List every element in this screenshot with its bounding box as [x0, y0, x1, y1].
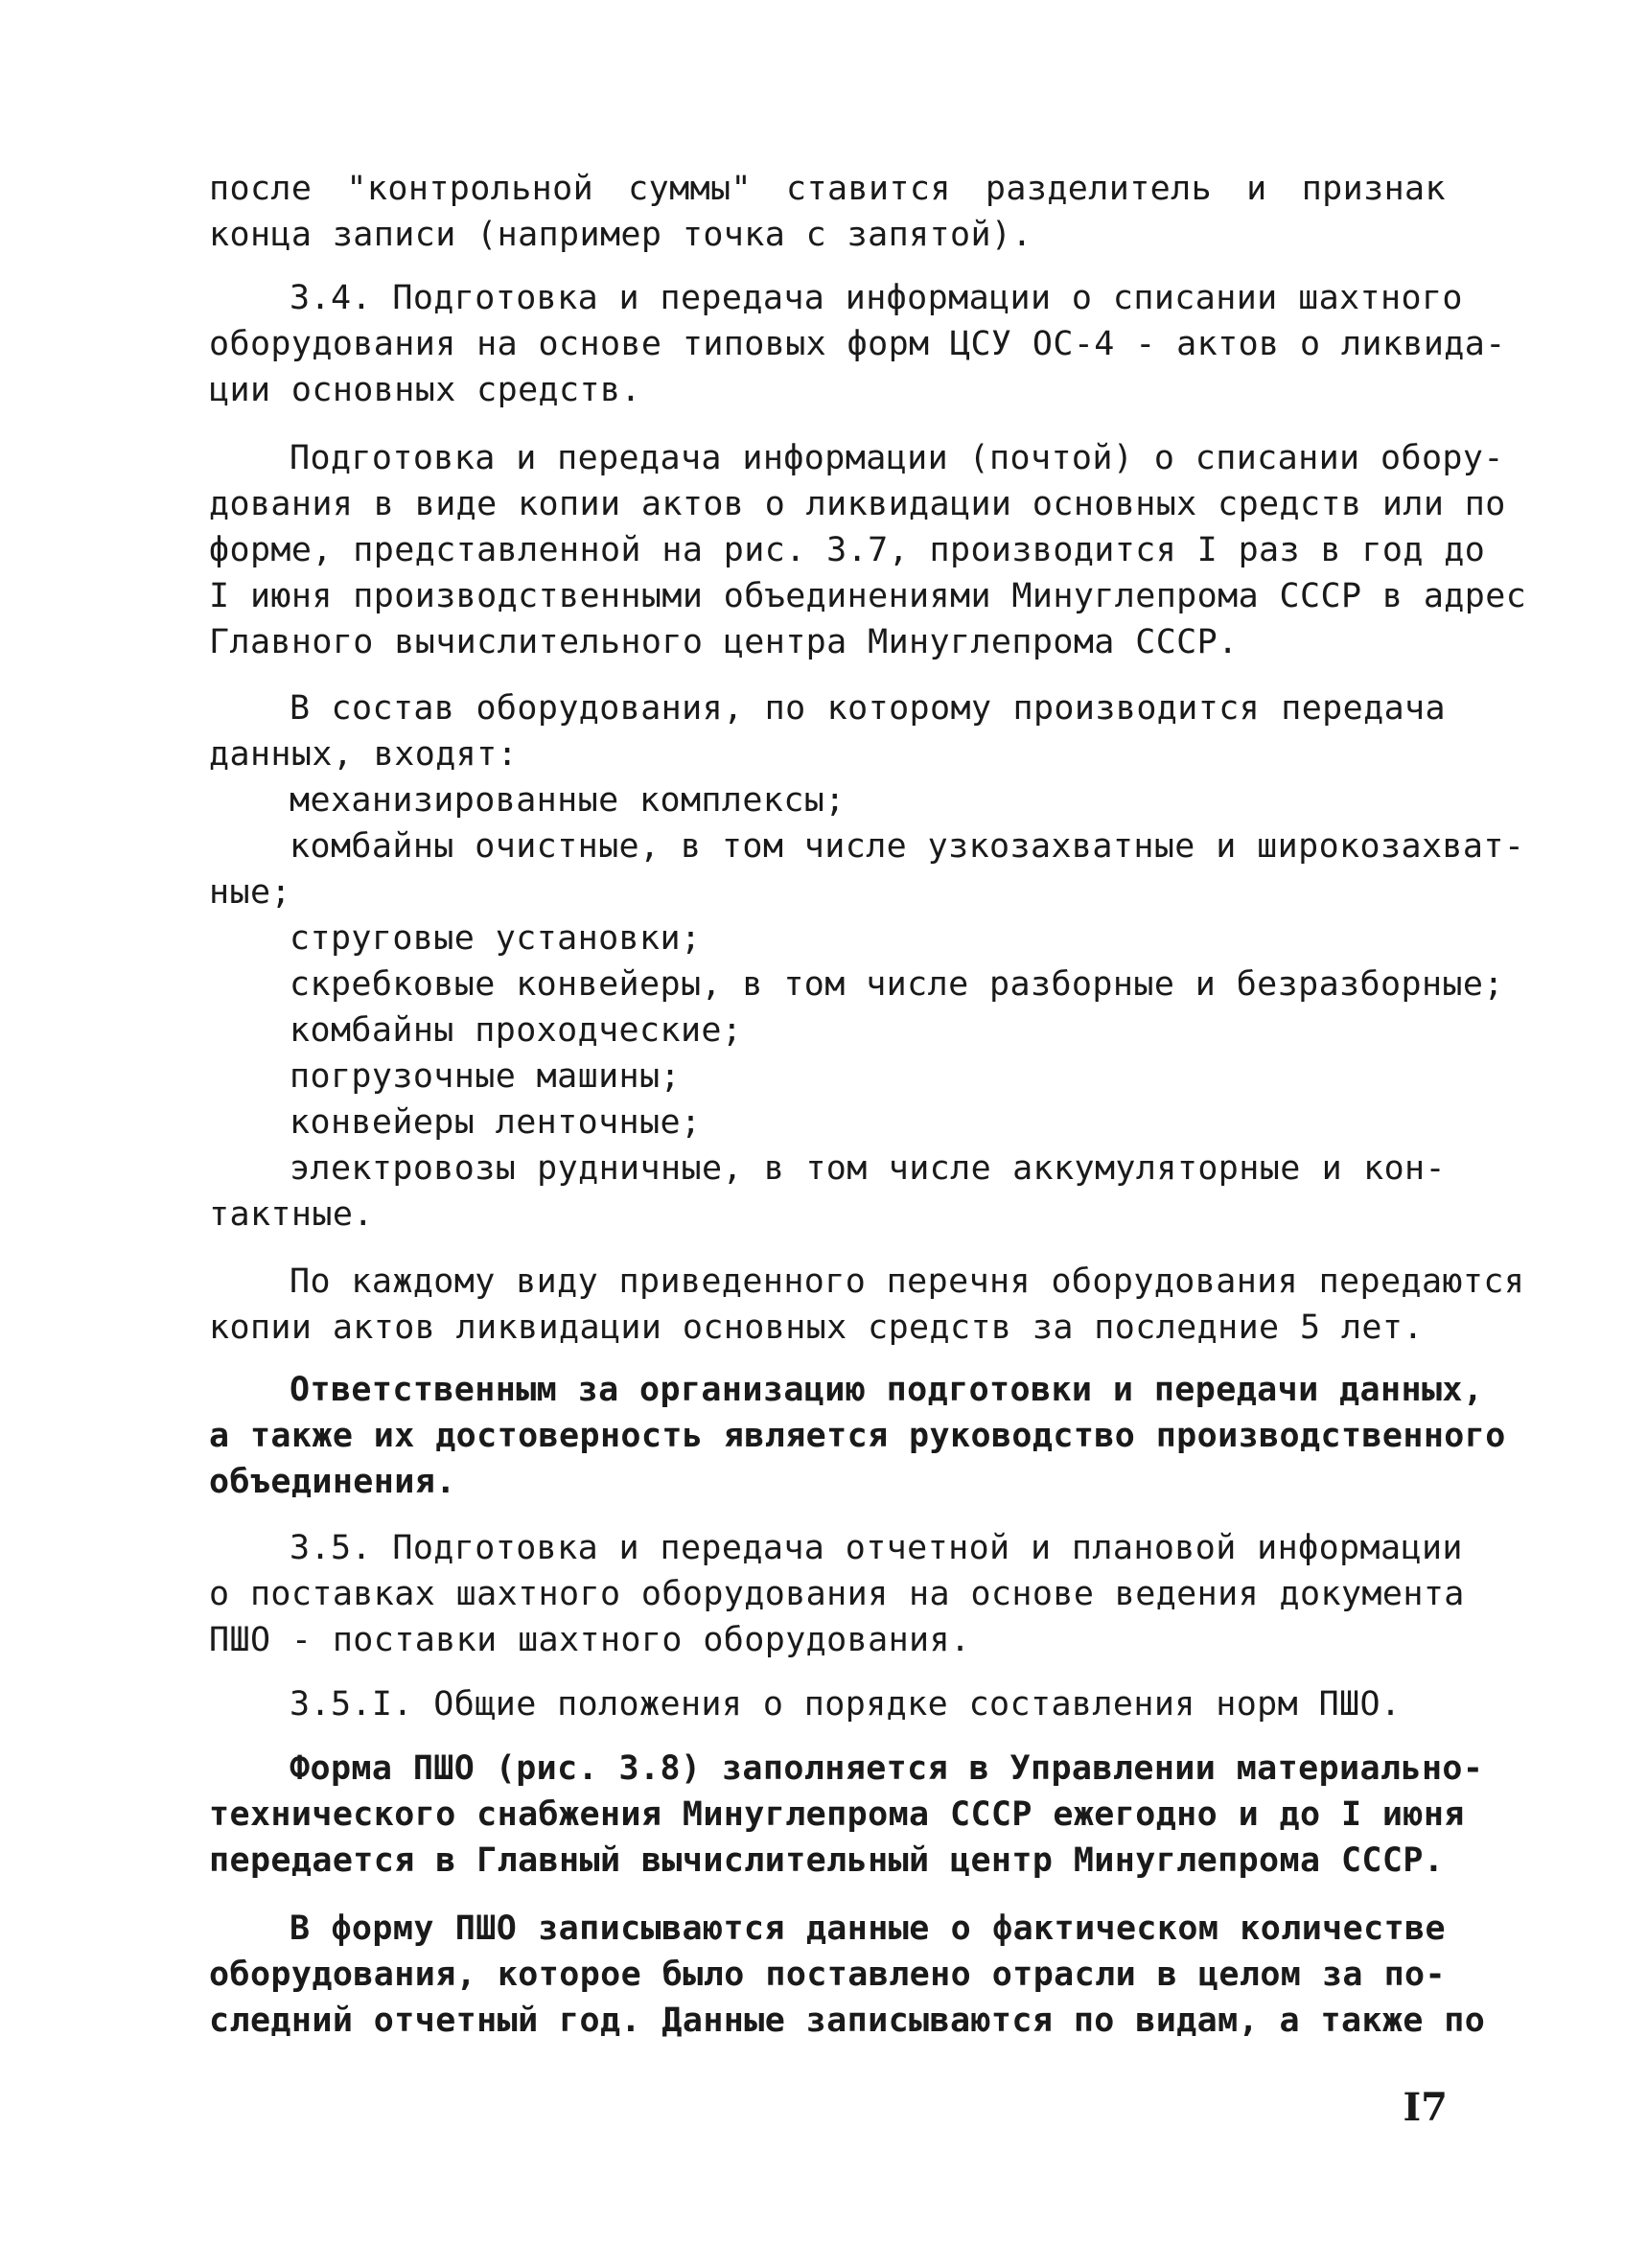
text-line: В форму ПШО записываются данные о фактическом количестве	[290, 1909, 1446, 1948]
list-item: конвейеры ленточные;	[290, 1103, 702, 1142]
text-line: ции основных средств.	[209, 371, 641, 409]
text-line: I июня производственными объединениями Минуглепрома СССР в адрес	[209, 577, 1527, 615]
text-line: после "контрольной суммы" ставится разделитель и признак	[209, 170, 1446, 208]
text-line: По каждому виду приведенного перечня оборудования передаются	[290, 1262, 1525, 1301]
text-line: ПШО - поставки шахтного оборудования.	[209, 1621, 971, 1659]
list-item: электровозы рудничные, в том числе аккумуляторные и кон-	[290, 1149, 1446, 1188]
text-line: В состав оборудования, по которому производится передача	[290, 689, 1446, 728]
text-line: оборудования на основе типовых форм ЦСУ ОС-4 - актов о ликвида-	[209, 325, 1506, 363]
section-heading-3-5-1: 3.5.I. Общие положения о порядке составления норм ПШО.	[290, 1685, 1402, 1724]
list-item-continuation: ные;	[209, 873, 291, 912]
text-line: Форма ПШО (рис. 3.8) заполняется в Управлении материально-	[290, 1749, 1484, 1788]
list-item-continuation: тактные.	[209, 1195, 374, 1234]
text-line: а также их достоверность является руководство производственного	[209, 1417, 1506, 1455]
list-item: погрузочные машины;	[290, 1057, 681, 1096]
list-item: механизированные комплексы;	[290, 781, 846, 820]
text-line: передается в Главный вычислительный центр Минуглепрома СССР.	[209, 1841, 1445, 1880]
section-heading-3-4: 3.4. Подготовка и передача информации о списании шахтного	[290, 279, 1463, 317]
list-item: струговые установки;	[290, 919, 702, 958]
text-line: Главного вычислительного центра Минуглепрома СССР.	[209, 623, 1239, 661]
text-line: форме, представленной на рис. 3.7, производится I раз в год до	[209, 531, 1486, 569]
text-line: объединения.	[209, 1463, 456, 1501]
page-number: I7	[1403, 2085, 1448, 2130]
list-item: комбайны очистные, в том числе узкозахватные и широкозахват-	[290, 827, 1525, 866]
list-item: скребковые конвейеры, в том числе разборные и безразборные;	[290, 965, 1504, 1004]
text-line: дования в виде копии актов о ликвидации основных средств или по	[209, 485, 1506, 523]
text-line: следний отчетный год. Данные записываются по видам, а также по	[209, 2002, 1486, 2040]
text-line: Подготовка и передача информации (почтой) о списании обору-	[290, 439, 1504, 477]
text-line: о поставках шахтного оборудования на основе ведения документа	[209, 1575, 1465, 1613]
text-line: копии актов ликвидации основных средств за последние 5 лет.	[209, 1308, 1424, 1347]
text-line: оборудования, которое было поставлено отрасли в целом за по-	[209, 1956, 1446, 1994]
text-line: конца записи (например точка с запятой).	[209, 216, 1032, 254]
list-item: комбайны проходческие;	[290, 1011, 743, 1050]
text-line: Ответственным за организацию подготовки и передачи данных,	[290, 1371, 1484, 1409]
text-line: технического снабжения Минуглепрома СССР ежегодно и до I июня	[209, 1795, 1465, 1834]
section-heading-3-5: 3.5. Подготовка и передача отчетной и плановой информации	[290, 1529, 1463, 1567]
text-line: данных, входят:	[209, 735, 519, 774]
